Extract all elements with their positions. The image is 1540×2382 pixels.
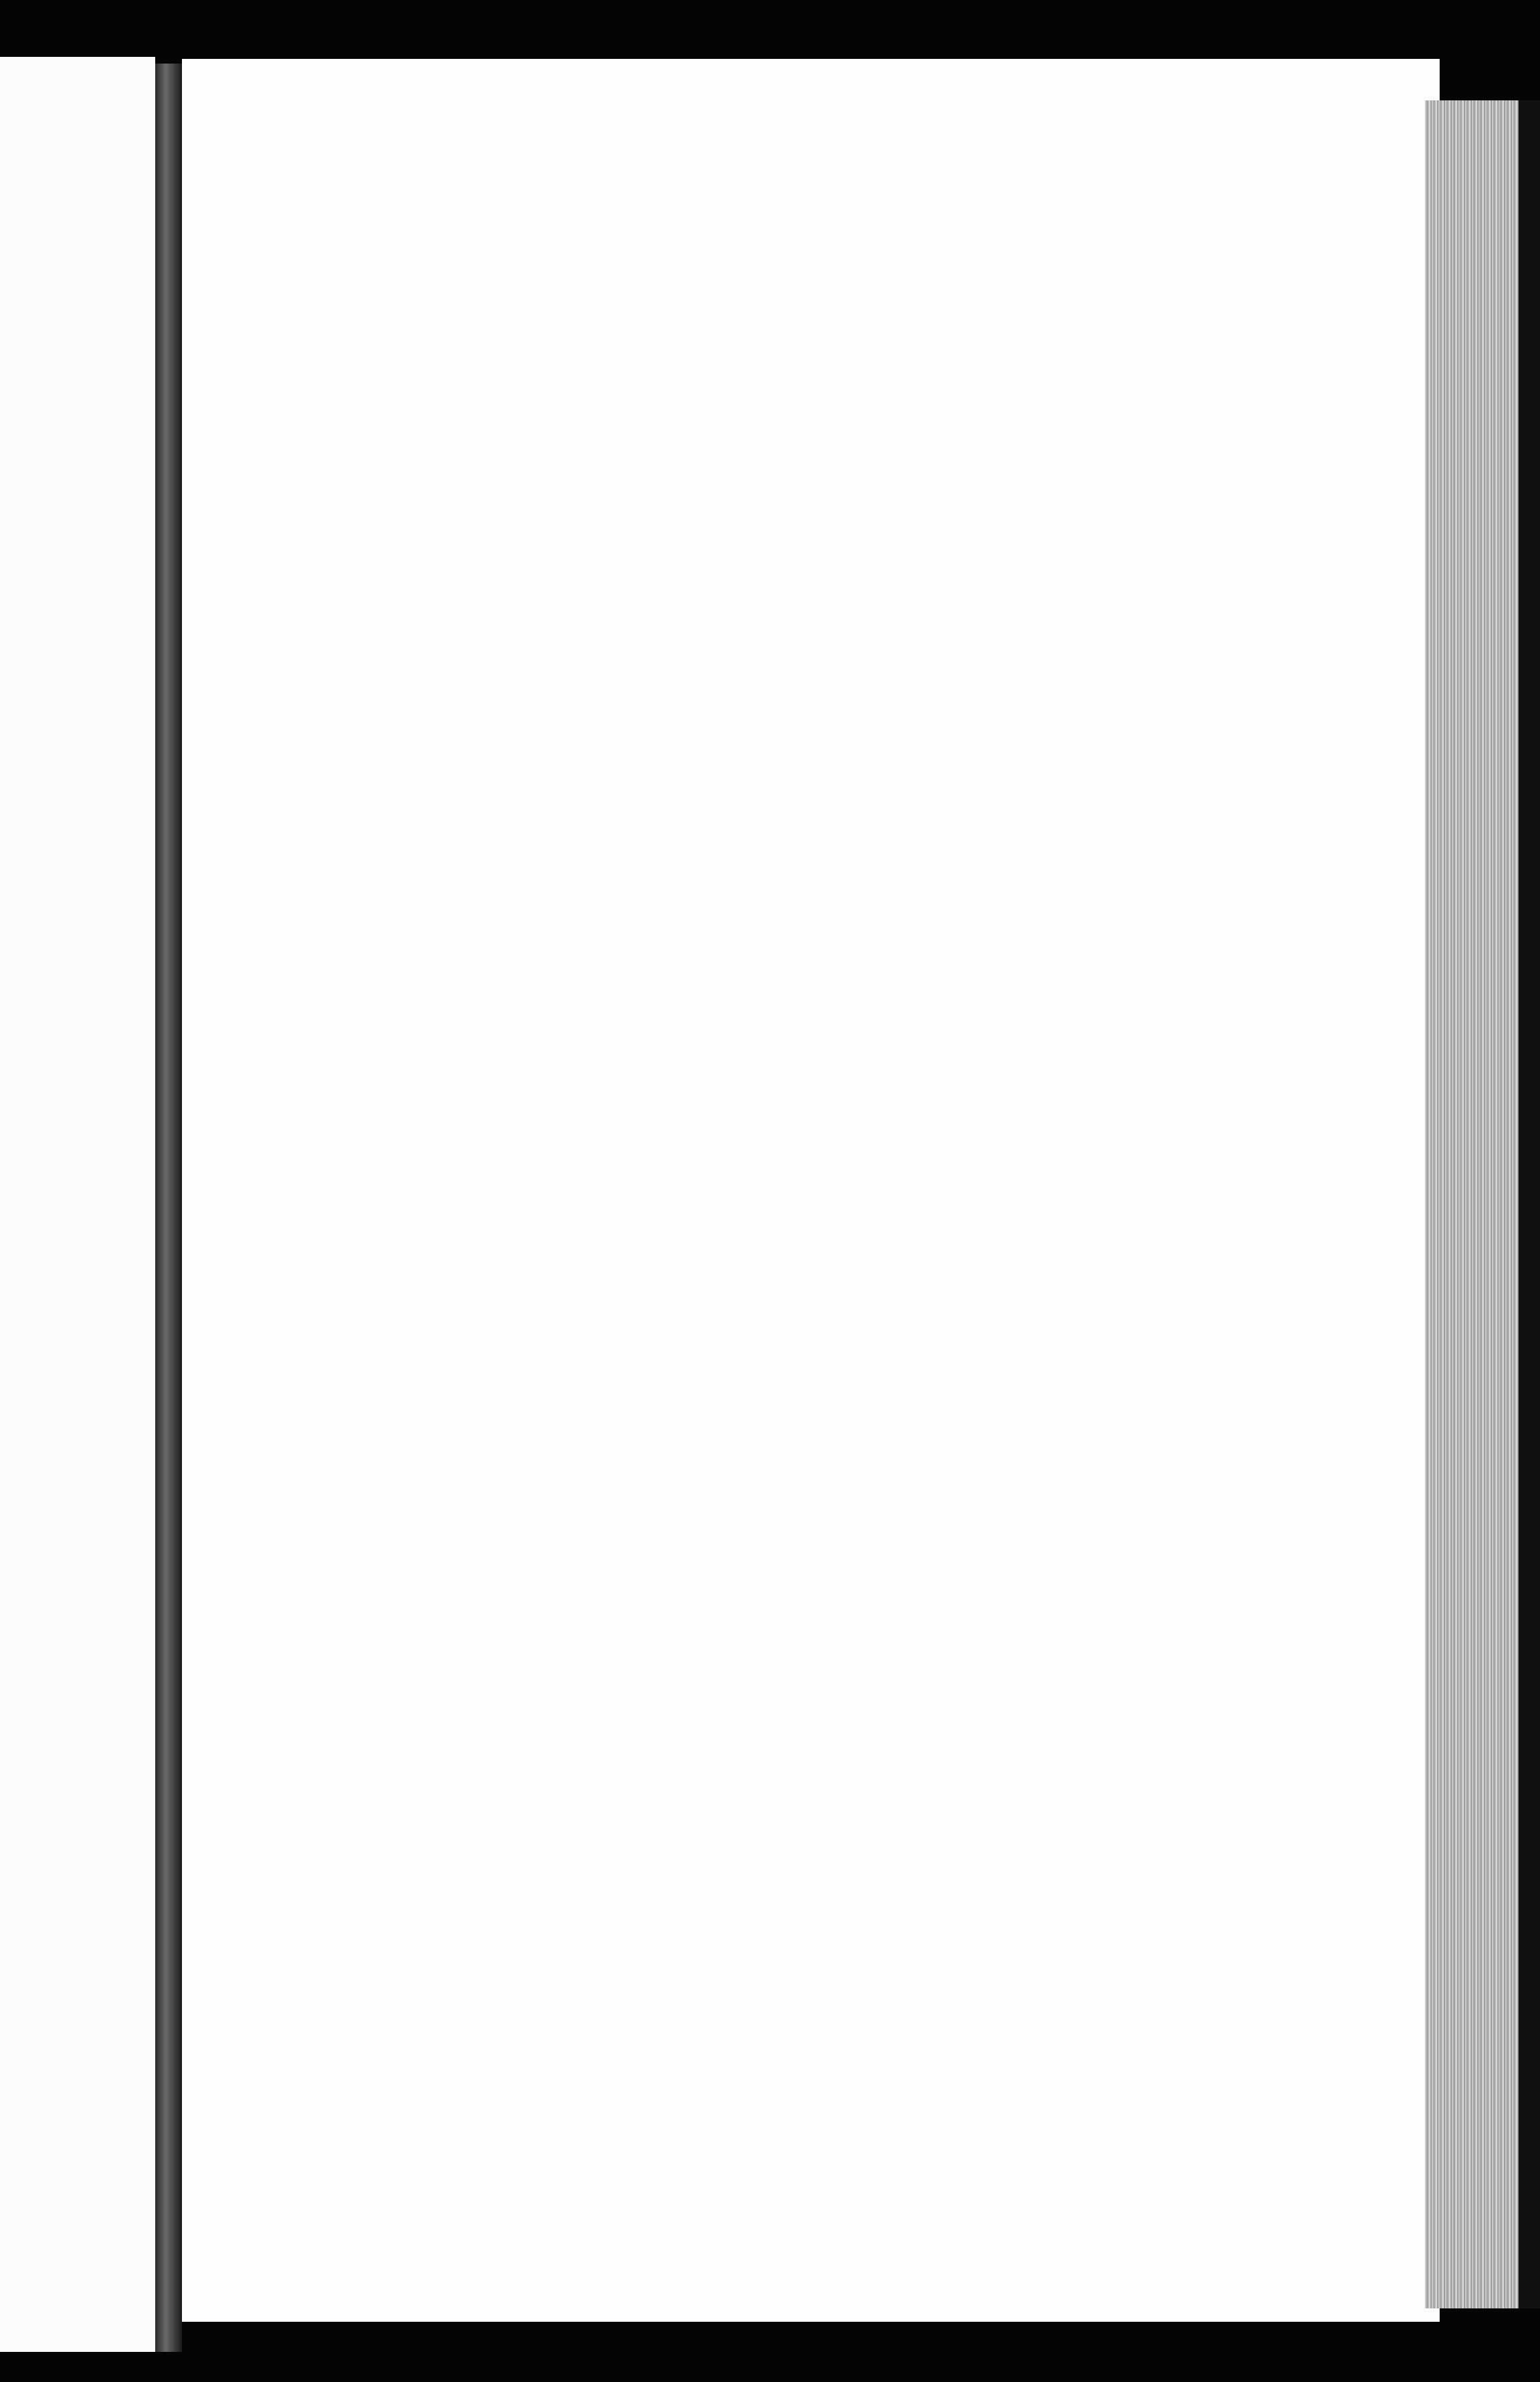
body-text	[383, 332, 1346, 355]
main-page	[182, 59, 1440, 2322]
left-facing-page	[0, 57, 155, 2352]
page-edge-stack	[1425, 100, 1525, 2308]
book-gutter	[155, 64, 182, 2352]
scan-border	[1519, 100, 1540, 2308]
page-header	[383, 260, 1373, 313]
